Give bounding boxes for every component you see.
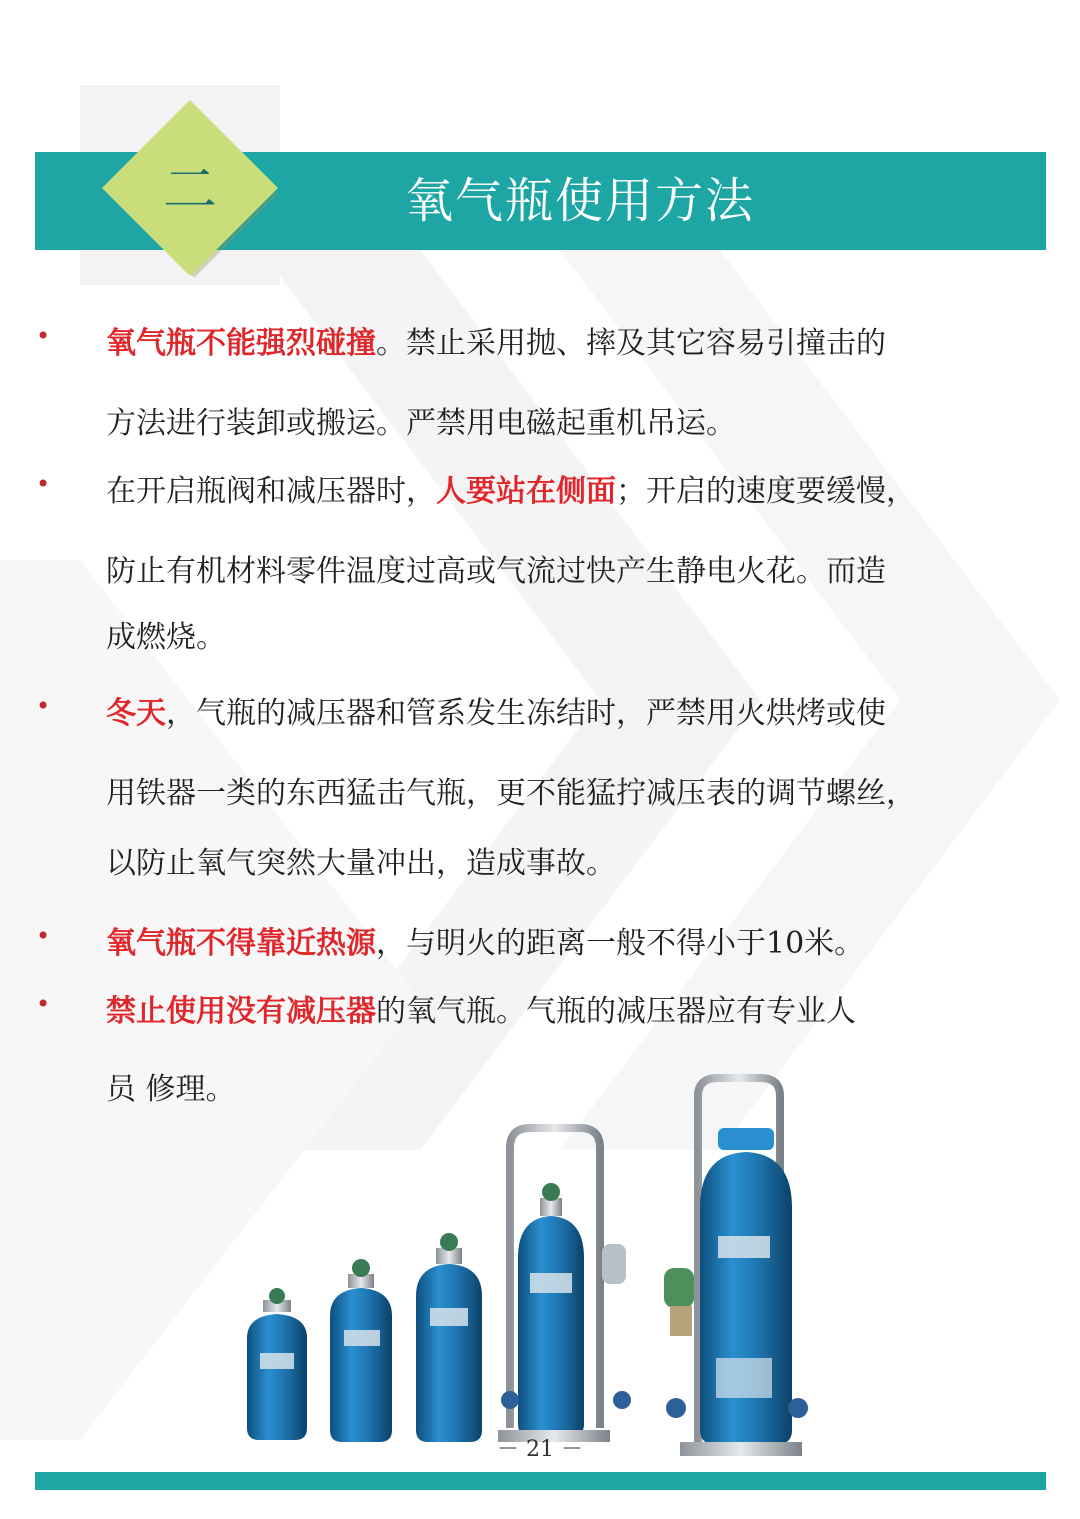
section-number: 二 (163, 158, 217, 221)
bullet-line (106, 612, 226, 656)
highlighted-text: 禁止使用没有减压器 (106, 994, 376, 1029)
body-text: 。禁止采用抛、摔及其它容易引撞击的 (376, 326, 886, 361)
bullet-line (106, 398, 736, 442)
page-number: － 21 － (497, 1437, 583, 1462)
bullet-line (106, 918, 864, 962)
body-text: 防止有机材料零件温度过高或气流过快产生静电火花。而造 (106, 554, 886, 589)
bullet-marker: • (36, 470, 51, 498)
bullet-marker: • (36, 692, 51, 720)
highlighted-text: 氧气瓶不能强烈碰撞 (106, 326, 376, 361)
page-title: 氧气瓶使用方法 (404, 173, 755, 229)
highlighted-text: 冬天 (106, 696, 166, 731)
body-text: 在开启瓶阀和减压器时， (106, 474, 436, 509)
bullet-line (106, 318, 886, 362)
body-text: 成燃烧。 (106, 620, 226, 655)
bullet-marker: • (36, 922, 51, 950)
bullet-line (106, 1064, 236, 1108)
bullet-line (106, 466, 916, 510)
body-text: 员 修理。 (106, 1072, 236, 1107)
body-text: 以防止氧气突然大量冲出，造成事故。 (106, 846, 616, 881)
bullet-marker: • (36, 322, 51, 350)
body-text: 用铁器一类的东西猛击气瓶，更不能猛拧减压表的调节螺丝， (106, 776, 916, 811)
highlighted-text: 氧气瓶不得靠近热源 (106, 926, 376, 961)
bullet-marker: • (36, 990, 51, 1018)
bullet-line (106, 546, 886, 590)
body-text: 方法进行装卸或搬运。严禁用电磁起重机吊运。 (106, 406, 736, 441)
bottom-bar (35, 1472, 1046, 1490)
body-text: ，与明火的距离一般不得小于10米。 (376, 926, 865, 961)
bullet-line (106, 768, 916, 812)
bullet-line (106, 986, 856, 1030)
body-text: 的氧气瓶。气瓶的减压器应有专业人 (376, 994, 856, 1029)
highlighted-text: 人要站在侧面 (436, 474, 616, 509)
body-text: ，气瓶的减压器和管系发生冻结时，严禁用火烘烤或使 (166, 696, 886, 731)
bullet-line (106, 838, 616, 882)
oxygen-cylinders-photo (230, 1068, 810, 1468)
bullet-line (106, 688, 886, 732)
body-text: ；开启的速度要缓慢， (616, 474, 916, 509)
